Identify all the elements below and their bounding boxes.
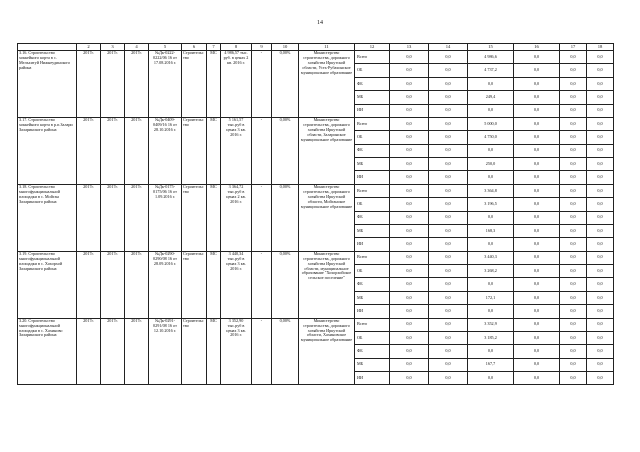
funding-value-cell: 0,0 [587, 224, 614, 237]
funding-value-cell: 0,0 [560, 238, 587, 251]
funding-value-cell: 0,0 [560, 117, 587, 130]
responsible-cell: Министерство строительства, дорожного хозяйства Иркутской области, Заларинское муниципальное образование [299, 117, 355, 184]
funding-source-cell: ИИ [355, 104, 390, 117]
funding-value-cell: 0,0 [514, 211, 560, 224]
funding-value-cell: 172,1 [468, 291, 514, 304]
col9-cell: - [252, 184, 272, 251]
year-start-cell: 2017г. [77, 117, 101, 184]
document-table-sheet [17, 43, 613, 385]
customer-cell: МС [207, 318, 221, 385]
work-type-cell: Строительство [182, 251, 207, 318]
funding-value-cell: 0,0 [514, 91, 560, 104]
cost-cell: 5 161,57 тыс.руб в ценах 3 кв. 2016 г. [221, 117, 252, 184]
funding-value-cell: 0,0 [514, 372, 560, 385]
funding-source-cell: ОБ [355, 198, 390, 211]
funding-source-cell: МБ [355, 224, 390, 237]
column-number-cell: 14 [429, 44, 468, 51]
funding-value-cell: 0,0 [560, 91, 587, 104]
column-number-cell: 18 [587, 44, 614, 51]
funding-value-cell: 0,0 [514, 238, 560, 251]
funding-value-cell: 0,0 [514, 345, 560, 358]
funding-value-cell: 249,4 [468, 91, 514, 104]
funding-value-cell: 0,0 [429, 251, 468, 264]
table-row [18, 251, 614, 264]
year-mid-cell: 2017г. [101, 51, 125, 118]
funding-value-cell: 0,0 [429, 224, 468, 237]
funding-source-cell: ФБ [355, 278, 390, 291]
funding-value-cell: 0,0 [587, 238, 614, 251]
responsible-cell: Министерство строительства, дорожного хозяйства Иркутской области, Хахиновское муниципальное образование [299, 318, 355, 385]
funding-value-cell: 0,0 [560, 104, 587, 117]
funding-value-cell: 4 737,2 [468, 64, 514, 77]
funding-value-cell: 0,0 [560, 291, 587, 304]
funding-value-cell: 0,0 [514, 318, 560, 331]
funding-value-cell: 0,0 [587, 291, 614, 304]
readiness-cell: 0,00% [272, 318, 299, 385]
funding-value-cell: 0,0 [560, 345, 587, 358]
funding-value-cell: 0,0 [560, 171, 587, 184]
column-number-cell: 13 [390, 44, 429, 51]
funding-value-cell: 0,0 [514, 291, 560, 304]
funding-value-cell: 0,0 [560, 144, 587, 157]
funding-value-cell: 0,0 [560, 51, 587, 64]
year-end-cell: 2017г. [125, 184, 149, 251]
funding-value-cell: 0,0 [560, 131, 587, 144]
funding-value-cell: 4 986,6 [468, 51, 514, 64]
funding-source-cell: МБ [355, 291, 390, 304]
work-type-cell: Строительство [182, 51, 207, 118]
funding-value-cell: 0,0 [560, 265, 587, 278]
column-number-cell: 12 [355, 44, 390, 51]
object-name-cell: 3.16. Строительство хоккейного корта в с. Мельхитуй Нижнеудинского района [18, 51, 77, 118]
funding-value-cell: 0,0 [587, 91, 614, 104]
funding-value-cell: 0,0 [429, 318, 468, 331]
customer-cell: МС [207, 51, 221, 118]
responsible-cell: Министерство строительства, дорожного хозяйства Иркутской области, Мойганское муниципальное образование [299, 184, 355, 251]
funding-value-cell: 0,0 [390, 211, 429, 224]
funding-value-cell: 0,0 [429, 265, 468, 278]
funding-value-cell: 0,0 [468, 238, 514, 251]
column-number-cell: 7 [207, 44, 221, 51]
funding-value-cell: 0,0 [390, 358, 429, 371]
funding-value-cell: 0,0 [514, 224, 560, 237]
funding-value-cell: 0,0 [390, 104, 429, 117]
funding-value-cell: 3 268,2 [468, 265, 514, 278]
funding-source-cell: ФБ [355, 77, 390, 90]
funding-value-cell: 0,0 [429, 331, 468, 344]
funding-value-cell: 0,0 [514, 104, 560, 117]
funding-value-cell: 0,0 [429, 238, 468, 251]
funding-value-cell: 0,0 [514, 184, 560, 197]
funding-value-cell: 3 364,8 [468, 184, 514, 197]
funding-value-cell: 0,0 [514, 278, 560, 291]
funding-value-cell: 0,0 [390, 291, 429, 304]
column-number-cell: 5 [149, 44, 182, 51]
funding-value-cell: 0,0 [514, 251, 560, 264]
readiness-cell: 0,00% [272, 51, 299, 118]
funding-value-cell: 0,0 [587, 104, 614, 117]
column-number-cell: 3 [101, 44, 125, 51]
year-end-cell: 2017г. [125, 117, 149, 184]
column-number-cell: 10 [272, 44, 299, 51]
funding-value-cell: 0,0 [560, 211, 587, 224]
funding-value-cell: 0,0 [587, 278, 614, 291]
readiness-cell: 0,00% [272, 117, 299, 184]
contract-cell: №Дк-0291-0291/08 16 от 12.10.2016 г. [149, 318, 182, 385]
funding-value-cell: 0,0 [390, 117, 429, 130]
cost-cell: 4 986,57 тыс. руб. в ценах 2 кв. 2016 г. [221, 51, 252, 118]
column-number-cell: 17 [560, 44, 587, 51]
funding-source-cell: Всего [355, 318, 390, 331]
funding-value-cell: 0,0 [560, 184, 587, 197]
cost-cell: 3 440,34 тыс.руб в ценах 3 кв. 2016 г. [221, 251, 252, 318]
funding-value-cell: 0,0 [587, 171, 614, 184]
funding-value-cell: 0,0 [560, 64, 587, 77]
object-name-cell: 3.17. Строительство хоккейного корта в р.п.Залари Заларинского района [18, 117, 77, 184]
funding-source-cell: МБ [355, 91, 390, 104]
funding-value-cell: 0,0 [390, 64, 429, 77]
funding-value-cell: 0,0 [560, 372, 587, 385]
table-row [18, 184, 614, 197]
funding-value-cell: 0,0 [560, 305, 587, 318]
funding-source-cell: ОБ [355, 131, 390, 144]
funding-value-cell: 0,0 [429, 131, 468, 144]
funding-value-cell: 0,0 [587, 345, 614, 358]
table-body [18, 44, 614, 385]
funding-value-cell: 0,0 [429, 278, 468, 291]
funding-value-cell: 250,0 [468, 158, 514, 171]
funding-value-cell: 0,0 [429, 305, 468, 318]
funding-value-cell: 0,0 [560, 318, 587, 331]
funding-value-cell: 0,0 [514, 358, 560, 371]
customer-cell: МС [207, 117, 221, 184]
funding-value-cell: 0,0 [468, 211, 514, 224]
responsible-cell: Министерство строительства, дорожного хозяйства Иркутской области, Усть-Рубахинское муниципальное образование [299, 51, 355, 118]
funding-value-cell: 0,0 [514, 131, 560, 144]
funding-source-cell: МБ [355, 158, 390, 171]
responsible-cell: Министерство строительства, дорожного хозяйства Иркутской области, муниципальное образование "Хохорхойское сельское поселение" [299, 251, 355, 318]
column-number-cell: 11 [299, 44, 355, 51]
column-number-row [18, 44, 614, 51]
funding-source-cell: ИИ [355, 372, 390, 385]
funding-value-cell: 168,3 [468, 224, 514, 237]
year-start-cell: 2017г. [77, 318, 101, 385]
funding-source-cell: ФБ [355, 211, 390, 224]
funding-value-cell: 0,0 [587, 117, 614, 130]
contract-cell: №Дк-0290-0290/08 16 от 28.09.2016 г. [149, 251, 182, 318]
funding-source-cell: ФБ [355, 345, 390, 358]
funding-value-cell: 0,0 [429, 184, 468, 197]
funding-value-cell: 0,0 [390, 184, 429, 197]
cost-cell: 3 352,90 тыс.руб в ценах 3 кв. 2016 г. [221, 318, 252, 385]
funding-value-cell: 0,0 [514, 64, 560, 77]
funding-source-cell: ОБ [355, 265, 390, 278]
funding-value-cell: 0,0 [514, 117, 560, 130]
column-number-cell: 16 [514, 44, 560, 51]
funding-value-cell: 0,0 [390, 51, 429, 64]
funding-value-cell: 0,0 [587, 131, 614, 144]
col9-cell: - [252, 318, 272, 385]
funding-value-cell: 0,0 [390, 318, 429, 331]
funding-value-cell: 5 000,0 [468, 117, 514, 130]
funding-source-cell: ФБ [355, 144, 390, 157]
program-table [17, 43, 614, 385]
funding-value-cell: 0,0 [390, 198, 429, 211]
funding-value-cell: 0,0 [468, 144, 514, 157]
funding-value-cell: 0,0 [429, 358, 468, 371]
customer-cell: МС [207, 184, 221, 251]
funding-value-cell: 0,0 [468, 345, 514, 358]
funding-value-cell: 0,0 [587, 305, 614, 318]
column-number-cell: 2 [77, 44, 101, 51]
funding-value-cell: 0,0 [429, 117, 468, 130]
column-number-cell [18, 44, 77, 51]
funding-value-cell: 0,0 [429, 345, 468, 358]
funding-value-cell: 0,0 [429, 51, 468, 64]
funding-value-cell: 0,0 [560, 158, 587, 171]
funding-value-cell: 0,0 [560, 198, 587, 211]
funding-value-cell: 0,0 [587, 318, 614, 331]
funding-source-cell: ИИ [355, 171, 390, 184]
funding-value-cell: 0,0 [390, 305, 429, 318]
funding-source-cell: МБ [355, 358, 390, 371]
funding-value-cell: 0,0 [429, 171, 468, 184]
funding-value-cell: 0,0 [390, 171, 429, 184]
funding-value-cell: 0,0 [560, 251, 587, 264]
funding-value-cell: 0,0 [560, 358, 587, 371]
funding-value-cell: 0,0 [468, 278, 514, 291]
column-number-cell: 4 [125, 44, 149, 51]
funding-value-cell: 0,0 [587, 158, 614, 171]
funding-value-cell: 0,0 [514, 77, 560, 90]
funding-value-cell: 0,0 [429, 104, 468, 117]
funding-value-cell: 0,0 [390, 131, 429, 144]
funding-value-cell: 0,0 [390, 345, 429, 358]
customer-cell: МС [207, 251, 221, 318]
contract-cell: №Дк-0222-0222/06 16 от 17.08.2016 г. [149, 51, 182, 118]
funding-value-cell: 0,0 [587, 184, 614, 197]
funding-value-cell: 0,0 [390, 265, 429, 278]
funding-source-cell: ОБ [355, 331, 390, 344]
funding-value-cell: 0,0 [390, 238, 429, 251]
funding-value-cell: 0,0 [514, 144, 560, 157]
work-type-cell: Строительство [182, 184, 207, 251]
funding-value-cell: 0,0 [468, 372, 514, 385]
funding-value-cell: 0,0 [429, 211, 468, 224]
funding-value-cell: 0,0 [429, 77, 468, 90]
year-mid-cell: 2017г. [101, 251, 125, 318]
funding-value-cell: 0,0 [390, 251, 429, 264]
funding-value-cell: 3 440,3 [468, 251, 514, 264]
readiness-cell: 0,00% [272, 184, 299, 251]
work-type-cell: Строительство [182, 117, 207, 184]
funding-value-cell: 0,0 [514, 158, 560, 171]
funding-value-cell: 0,0 [429, 144, 468, 157]
year-end-cell: 2017г. [125, 251, 149, 318]
funding-value-cell: 0,0 [587, 77, 614, 90]
funding-source-cell: Всего [355, 251, 390, 264]
col9-cell: - [252, 51, 272, 118]
funding-source-cell: Всего [355, 117, 390, 130]
year-mid-cell: 2017г. [101, 184, 125, 251]
object-name-cell: 3.19. Строительство многофункциональной площадки в с. Хохорхой Заларинского района [18, 251, 77, 318]
funding-value-cell: 0,0 [560, 77, 587, 90]
funding-value-cell: 0,0 [587, 265, 614, 278]
funding-value-cell: 0,0 [514, 331, 560, 344]
funding-value-cell: 3 196,5 [468, 198, 514, 211]
funding-source-cell: ИИ [355, 238, 390, 251]
year-start-cell: 2017г. [77, 184, 101, 251]
funding-value-cell: 0,0 [514, 265, 560, 278]
object-name-cell: 3.20. Строительство многофункциональной площадки в с. Хахиново Заларинского района [18, 318, 77, 385]
funding-value-cell: 3 352,9 [468, 318, 514, 331]
column-number-cell: 6 [182, 44, 207, 51]
work-type-cell: Строительство [182, 318, 207, 385]
funding-value-cell: 0,0 [429, 198, 468, 211]
funding-value-cell: 0,0 [468, 77, 514, 90]
funding-value-cell: 0,0 [560, 331, 587, 344]
funding-value-cell: 0,0 [587, 198, 614, 211]
funding-value-cell: 0,0 [587, 211, 614, 224]
funding-value-cell: 0,0 [514, 305, 560, 318]
funding-source-cell: ОБ [355, 64, 390, 77]
funding-value-cell: 0,0 [390, 224, 429, 237]
col9-cell: - [252, 117, 272, 184]
funding-value-cell: 0,0 [390, 331, 429, 344]
year-mid-cell: 2017г. [101, 117, 125, 184]
year-end-cell: 2017г. [125, 318, 149, 385]
funding-value-cell: 0,0 [560, 224, 587, 237]
funding-value-cell: 0,0 [390, 144, 429, 157]
year-start-cell: 2017г. [77, 251, 101, 318]
funding-value-cell: 0,0 [560, 278, 587, 291]
funding-source-cell: Всего [355, 51, 390, 64]
funding-value-cell: 0,0 [587, 51, 614, 64]
funding-value-cell: 167,7 [468, 358, 514, 371]
col9-cell: - [252, 251, 272, 318]
funding-source-cell: ИИ [355, 305, 390, 318]
column-number-cell: 8 [221, 44, 252, 51]
column-number-cell: 9 [252, 44, 272, 51]
funding-value-cell: 0,0 [429, 291, 468, 304]
funding-value-cell: 0,0 [429, 64, 468, 77]
funding-value-cell: 0,0 [587, 331, 614, 344]
funding-source-cell: Всего [355, 184, 390, 197]
funding-value-cell: 0,0 [390, 158, 429, 171]
funding-value-cell: 0,0 [429, 372, 468, 385]
cost-cell: 3 364,72 тыс.руб в ценах 2 кв. 2016 г. [221, 184, 252, 251]
year-start-cell: 2017г. [77, 51, 101, 118]
table-row [18, 318, 614, 331]
year-end-cell: 2017г. [125, 51, 149, 118]
funding-value-cell: 0,0 [514, 198, 560, 211]
funding-value-cell: 0,0 [390, 77, 429, 90]
page-number: 14 [317, 20, 323, 26]
column-number-cell: 15 [468, 44, 514, 51]
funding-value-cell: 0,0 [514, 171, 560, 184]
funding-value-cell: 0,0 [514, 51, 560, 64]
funding-value-cell: 0,0 [390, 91, 429, 104]
contract-cell: №Дк-0409-0409/16 16 от 28.10.2016 г. [149, 117, 182, 184]
object-name-cell: 3.18. Строительство многофункциональной площадки в с. Мойган Заларинского района [18, 184, 77, 251]
funding-value-cell: 0,0 [587, 144, 614, 157]
funding-value-cell: 0,0 [390, 278, 429, 291]
funding-value-cell: 4 750,0 [468, 131, 514, 144]
funding-value-cell: 0,0 [587, 64, 614, 77]
funding-value-cell: 0,0 [468, 305, 514, 318]
contract-cell: №Дк-0175-0175/06 16 от 1.09.2016 г. [149, 184, 182, 251]
funding-value-cell: 3 185,2 [468, 331, 514, 344]
year-mid-cell: 2017г. [101, 318, 125, 385]
funding-value-cell: 0,0 [468, 104, 514, 117]
readiness-cell: 0,00% [272, 251, 299, 318]
funding-value-cell: 0,0 [390, 372, 429, 385]
funding-value-cell: 0,0 [468, 171, 514, 184]
funding-value-cell: 0,0 [429, 91, 468, 104]
table-row [18, 51, 614, 64]
funding-value-cell: 0,0 [429, 158, 468, 171]
funding-value-cell: 0,0 [587, 372, 614, 385]
funding-value-cell: 0,0 [587, 251, 614, 264]
table-row [18, 117, 614, 130]
funding-value-cell: 0,0 [587, 358, 614, 371]
